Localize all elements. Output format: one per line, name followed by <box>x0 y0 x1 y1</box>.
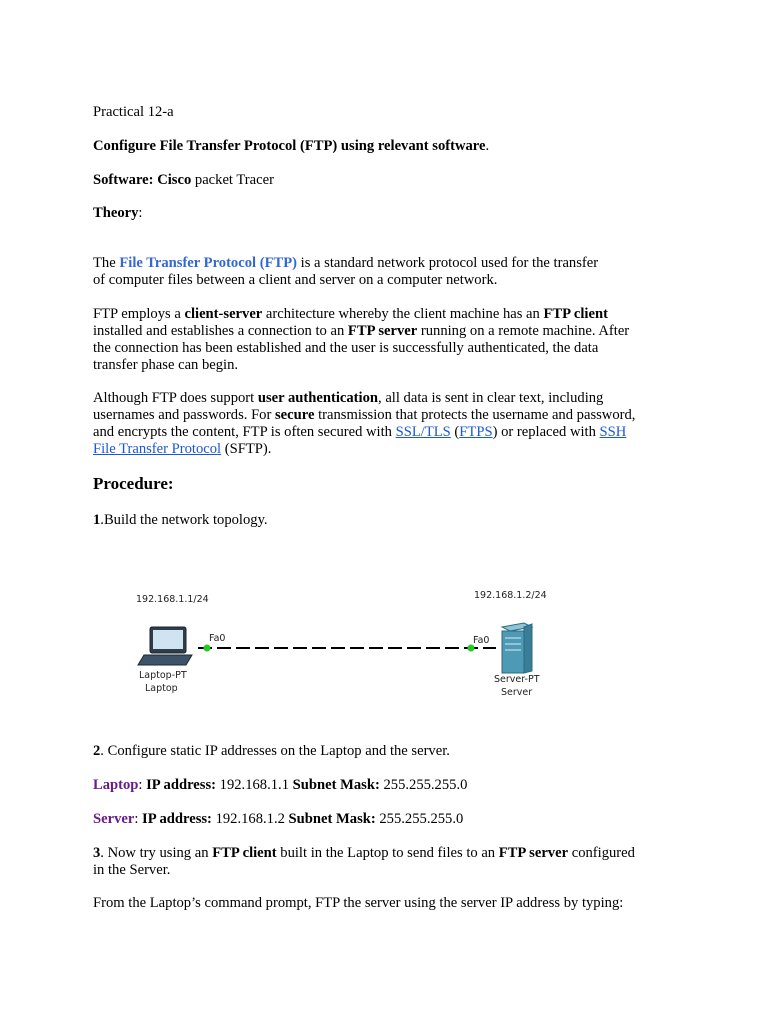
user-auth-term: user authentication <box>257 390 379 406</box>
para3-line4 <box>93 441 271 458</box>
laptop-ip-label: IP address: <box>146 777 217 793</box>
step3-c: built in the Laptop to send files to an <box>276 845 499 861</box>
para3-l3c: ) or replaced with <box>492 424 600 440</box>
step2-num: 2 <box>93 743 101 759</box>
step3-ftp-server: FTP server <box>498 845 569 861</box>
step1-text: .Build the network topology. <box>100 512 268 528</box>
server-colon: : <box>134 811 143 827</box>
step1 <box>93 512 268 529</box>
laptop-port-indicator <box>204 645 211 652</box>
step3-e: configured <box>568 845 635 861</box>
laptop-icon[interactable] <box>138 627 192 665</box>
server-port-label: Fa0 <box>473 635 490 646</box>
laptop-mask-label: Subnet Mask: <box>292 777 380 793</box>
laptop-ip-label: 192.168.1.1/24 <box>136 594 209 605</box>
server-mask-value: 255.255.255.0 <box>375 811 464 827</box>
ssh-link[interactable]: SSH <box>599 424 627 440</box>
para3-l4b: (SFTP). <box>221 441 272 457</box>
software-line <box>93 172 274 189</box>
para2-l2c: running on a remote machine. After <box>417 323 630 339</box>
para3-line2 <box>93 407 635 424</box>
laptop-model-label: Laptop-PT <box>139 670 187 681</box>
practical-title: Practical 12-a <box>93 104 174 120</box>
para3-l1c: , all data is sent in clear text, including <box>378 390 604 406</box>
server-ip-label: 192.168.1.2/24 <box>474 590 547 601</box>
para2-line3: the connection has been established and the user is successfully authenticated, the data <box>93 340 599 356</box>
theory-heading <box>93 205 142 222</box>
ftp-term: File Transfer Protocol (FTP) <box>119 255 297 271</box>
para3-l2a: usernames and passwords. For <box>93 407 275 423</box>
theory-colon: : <box>138 205 143 221</box>
server-mask-label: Subnet Mask: <box>288 811 376 827</box>
para1-line2: of computer files between a client and server on a computer network. <box>93 272 498 288</box>
server-model-label: Server-PT <box>494 674 540 685</box>
server-name-label: Server <box>501 687 533 698</box>
para3-line3 <box>93 424 626 441</box>
theory-label: Theory <box>93 205 139 221</box>
aim-text: Configure File Transfer Protocol (FTP) using relevant software <box>93 138 486 154</box>
para3-l2c: transmission that protects the username and password, <box>314 407 636 423</box>
final-instruction: From the Laptop’s command prompt, FTP the server using the server IP address by typing: <box>93 895 624 911</box>
client-server-term: client-server <box>184 306 263 322</box>
step2 <box>93 743 450 760</box>
software-name: packet Tracer <box>194 172 274 188</box>
step3-a: . Now try using an <box>100 845 213 861</box>
para2-l1c: architecture whereby the client machine has an <box>262 306 544 322</box>
step3-ftp-client: FTP client <box>212 845 277 861</box>
para1-rest: is a standard network protocol used for the transfer <box>297 255 599 271</box>
para3-l3b: ( <box>450 424 460 440</box>
laptop-port-label: Fa0 <box>209 633 226 644</box>
laptop-ip-value: 192.168.1.1 <box>216 777 293 793</box>
ftps-link[interactable]: FTPS <box>459 424 493 440</box>
software-label: Software: <box>93 172 154 188</box>
laptop-label: Laptop <box>93 777 139 793</box>
server-ip-value: 192.168.1.2 <box>211 811 289 827</box>
network-topology-diagram <box>120 575 560 705</box>
step3-num: 3 <box>93 845 101 861</box>
para2-line2 <box>93 323 629 340</box>
laptop-mask-value: 255.255.255.0 <box>379 777 468 793</box>
para2-l2a: installed and establishes a connection to an <box>93 323 348 339</box>
para3-line1 <box>93 390 603 407</box>
server-icon[interactable] <box>502 623 532 673</box>
para1-line1 <box>93 255 598 272</box>
para3-l1a: Although FTP does support <box>93 390 258 406</box>
ftp-client-term: FTP client <box>543 306 608 322</box>
aim-end: . <box>485 138 490 154</box>
step3-line2: in the Server. <box>93 862 171 878</box>
server-ip-label: IP address: <box>142 811 212 827</box>
server-label: Server <box>93 811 135 827</box>
step3-line1 <box>93 845 635 862</box>
aim-line <box>93 138 489 155</box>
laptop-config-line <box>93 777 467 794</box>
secure-term: secure <box>275 407 315 423</box>
para1-pre: The <box>93 255 120 271</box>
ftp-server-term: FTP server <box>347 323 418 339</box>
para2-line4: transfer phase can begin. <box>93 357 239 373</box>
step2-text: . Configure static IP addresses on the Laptop and the server. <box>100 743 450 759</box>
laptop-colon: : <box>138 777 147 793</box>
procedure-heading: Procedure: <box>93 474 174 493</box>
para2-l1a: FTP employs a <box>93 306 185 322</box>
server-config-line <box>93 811 463 828</box>
laptop-name-label: Laptop <box>145 683 178 694</box>
ssl-tls-link[interactable]: SSL/TLS <box>395 424 451 440</box>
software-brand: Cisco <box>157 172 192 188</box>
para3-l3a: and encrypts the content, FTP is often secured with <box>93 424 396 440</box>
sftp-link[interactable]: File Transfer Protocol <box>93 441 222 457</box>
para2-line1 <box>93 306 608 323</box>
step1-num: 1 <box>93 512 101 528</box>
